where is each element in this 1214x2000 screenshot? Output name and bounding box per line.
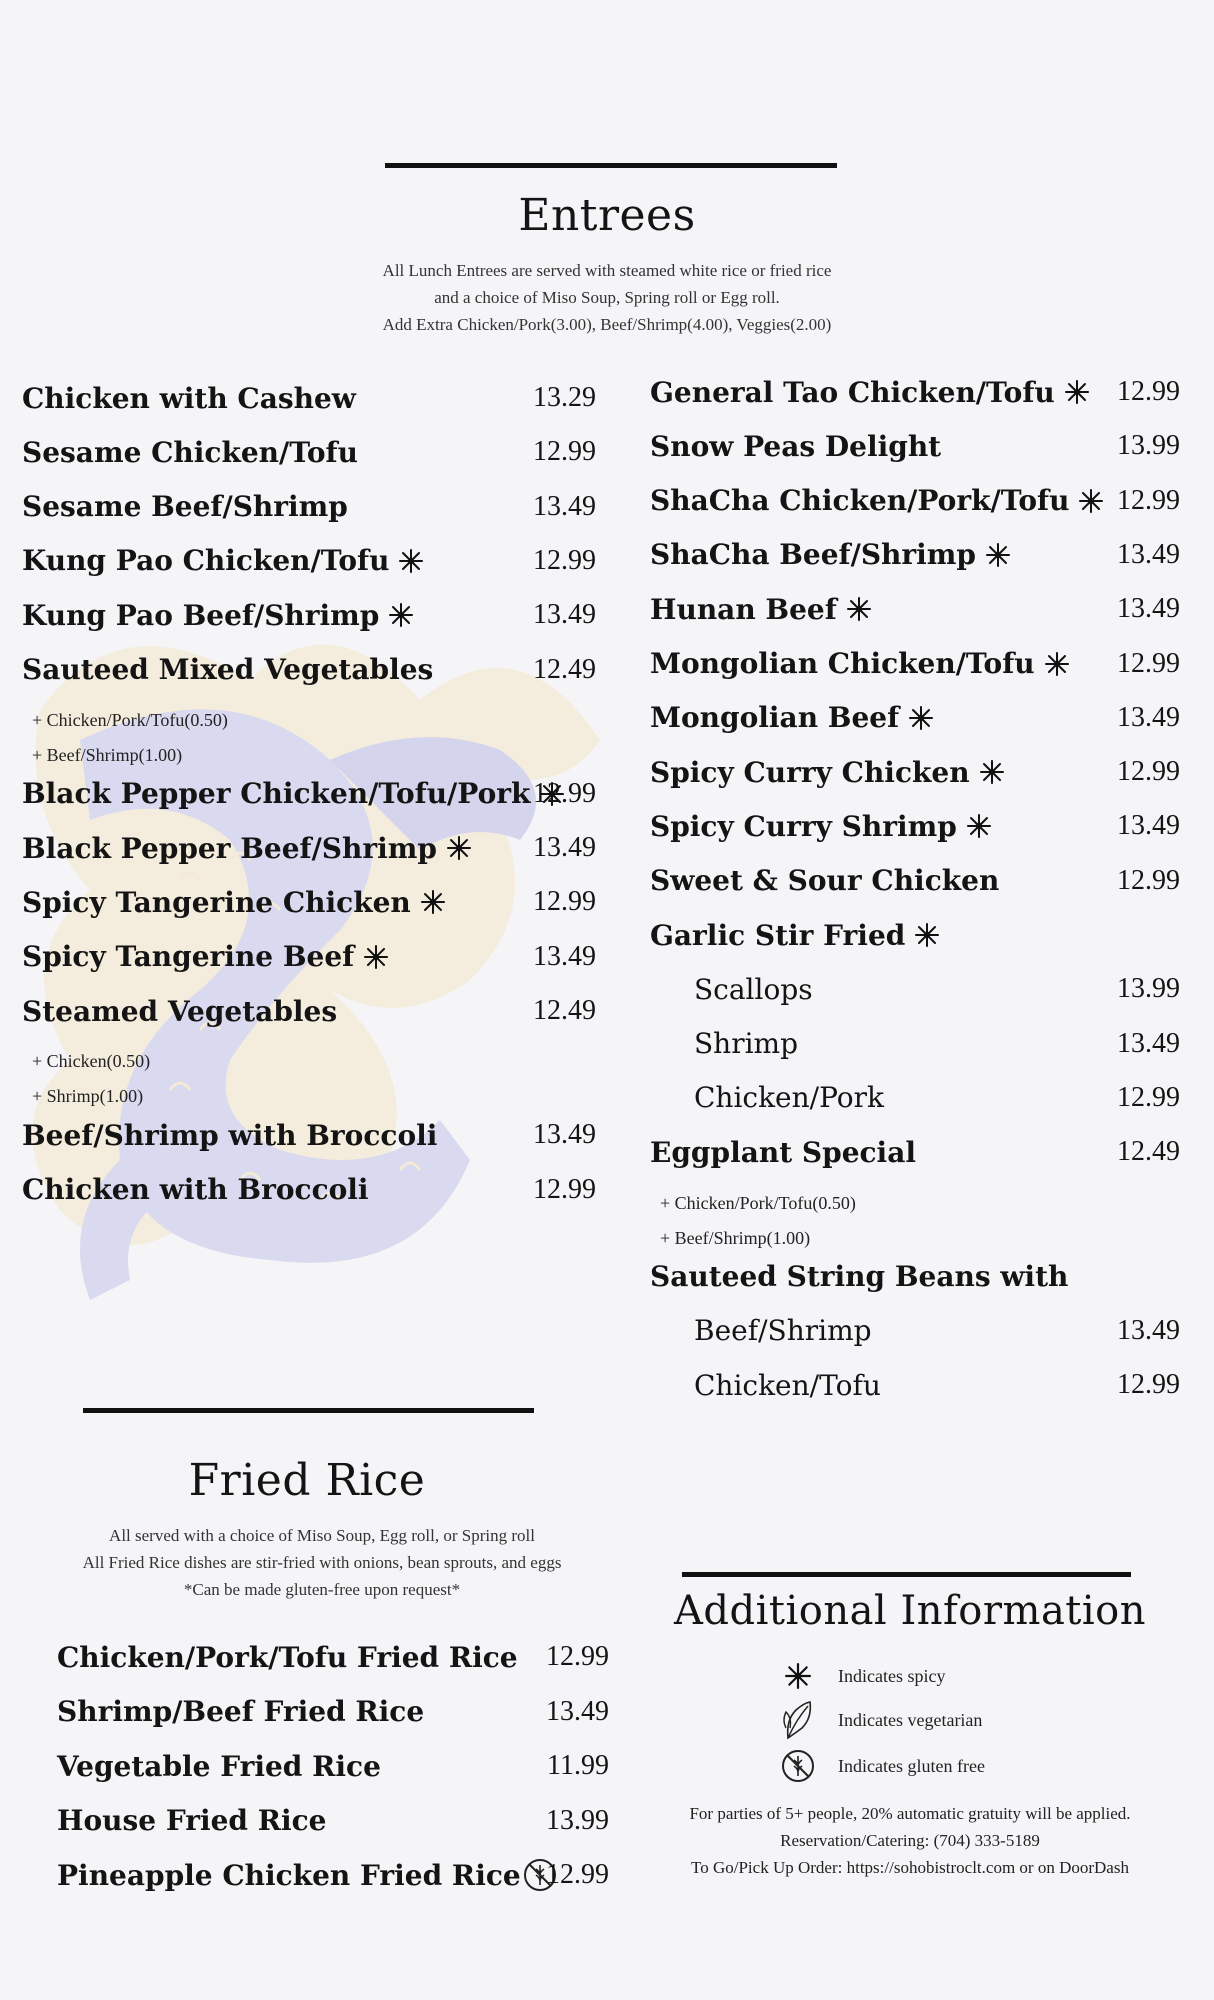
- item-price: 13.29: [533, 382, 596, 413]
- item-name-wrap: [650, 593, 871, 626]
- item-name: Sweet & Sour Chicken: [650, 864, 1000, 898]
- item-price: 13.49: [533, 832, 596, 864]
- item-name-wrap: [650, 756, 1004, 789]
- item-price: 13.49: [533, 1119, 596, 1151]
- item-name: Beef/Shrimp with Broccoli: [22, 1118, 438, 1152]
- spicy-icon: [389, 603, 413, 627]
- item-name-wrap: [650, 1027, 798, 1060]
- menu-item: [650, 861, 1180, 901]
- item-price: 12.99: [1117, 647, 1180, 679]
- menu-item: [22, 432, 596, 472]
- spicy-icon: [909, 706, 933, 730]
- addon-option: + Chicken/Pork/Tofu(0.50): [32, 709, 228, 730]
- item-name-wrap: [22, 599, 413, 632]
- item-name: Garlic Stir Fried: [650, 918, 906, 952]
- item-price: 13.99: [1117, 973, 1180, 1005]
- item-name: Hunan Beef: [650, 592, 837, 626]
- item-name: Chicken/Tofu: [694, 1368, 881, 1402]
- menu-item: [650, 915, 1180, 955]
- legend-spicy-text: Indicates spicy: [838, 1665, 946, 1686]
- additional-notes: [640, 1800, 1180, 1881]
- item-name-wrap: [22, 995, 337, 1028]
- menu-item: [650, 752, 1180, 792]
- item-price: 13.99: [1117, 430, 1180, 462]
- legend-vegetarian-text: Indicates vegetarian: [838, 1709, 983, 1730]
- item-price: 12.99: [546, 1641, 609, 1672]
- item-name: Black Pepper Beef/Shrimp: [22, 831, 437, 865]
- menu-subitem: [650, 969, 1180, 1009]
- item-price: 12.49: [533, 995, 596, 1026]
- menu-subitem: [650, 1311, 1180, 1351]
- menu-item: [650, 589, 1180, 629]
- entrees-top-rule: [385, 163, 837, 168]
- item-name-wrap: [650, 810, 991, 843]
- item-name: Spicy Curry Chicken: [650, 755, 970, 789]
- menu-item: [57, 1637, 609, 1677]
- item-name: Kung Pao Chicken/Tofu: [22, 544, 390, 578]
- item-price: 12.99: [546, 1859, 609, 1890]
- menu-subitem: [650, 1365, 1180, 1405]
- spicy-icon: [915, 923, 939, 947]
- spicy-icon: [980, 760, 1004, 784]
- order-note: To Go/Pick Up Order: https://sohobistroclt.com or on DoorDash: [691, 1858, 1129, 1877]
- item-name: Chicken/Pork/Tofu Fried Rice: [57, 1640, 518, 1674]
- item-name: Mongolian Beef: [650, 701, 900, 735]
- item-price: 12.99: [533, 886, 596, 918]
- spicy-icon: [421, 890, 445, 914]
- item-name: Snow Peas Delight: [650, 429, 942, 463]
- addon-option: + Chicken(0.50): [32, 1051, 151, 1072]
- item-price: 13.49: [533, 490, 596, 522]
- menu-item: [57, 1855, 609, 1895]
- menu-item: [650, 372, 1180, 412]
- fried-rice-subtitle: All served with a choice of Miso Soup, Egg roll, or Spring roll All Fried Rice dishes are stir-fried with onions, bean sprouts, and eggs *Can be made gluten-free upon request*: [82, 1526, 562, 1599]
- entrees-title: Entrees: [518, 190, 696, 241]
- menu-subitem: [650, 1078, 1180, 1118]
- item-name: Chicken with Broccoli: [22, 1173, 369, 1207]
- item-price: 12.99: [1117, 1369, 1180, 1401]
- item-price: 13.49: [533, 599, 596, 631]
- fried-rice-title: Fried Rice: [188, 1455, 426, 1506]
- menu-item: [22, 991, 596, 1031]
- menu-item: [22, 828, 596, 868]
- menu-item: [650, 644, 1180, 684]
- menu-item: [22, 650, 596, 690]
- item-name: Steamed Vegetables: [22, 994, 338, 1028]
- item-name: Chicken/Pork: [694, 1081, 885, 1115]
- menu-item: [22, 1115, 596, 1155]
- item-name: Scallops: [694, 972, 813, 1006]
- item-price: 13.49: [1117, 701, 1180, 733]
- menu-item: [650, 426, 1180, 466]
- menu-item: [650, 698, 1180, 738]
- item-name-wrap: [57, 1641, 518, 1674]
- item-name: Eggplant Special: [650, 1135, 916, 1169]
- item-name: Chicken with Cashew: [22, 381, 356, 415]
- item-name: House Fried Rice: [57, 1804, 327, 1837]
- addon-option: + Beef/Shrimp(1.00): [660, 1227, 811, 1248]
- item-name-wrap: [650, 1081, 884, 1114]
- item-price: 13.49: [1117, 593, 1180, 625]
- menu-item: [22, 882, 596, 922]
- item-name-wrap: [57, 1804, 327, 1837]
- item-name: Spicy Tangerine Chicken: [22, 885, 411, 919]
- item-name: Mongolian Chicken/Tofu: [650, 647, 1035, 680]
- menu-item: [650, 481, 1180, 521]
- spicy-icon: [399, 549, 423, 573]
- item-price: 12.99: [1117, 376, 1180, 407]
- item-name-wrap: [22, 777, 564, 810]
- item-name: Pineapple Chicken Fried Rice: [57, 1858, 521, 1892]
- item-price: 13.49: [1117, 1314, 1180, 1346]
- legend-vegetarian: [780, 1702, 982, 1738]
- menu-item: [22, 595, 596, 635]
- menu-item: [650, 806, 1180, 846]
- item-name: Sesame Chicken/Tofu: [22, 435, 358, 469]
- menu-item: [22, 937, 596, 977]
- gratuity-note: For parties of 5+ people, 20% automatic gratuity will be applied.: [689, 1804, 1131, 1823]
- item-name-wrap: [650, 1314, 872, 1347]
- item-price: 13.49: [1117, 538, 1180, 570]
- spicy-icon: [447, 836, 471, 860]
- item-name-wrap: [22, 382, 356, 415]
- item-name-wrap: [650, 376, 1089, 409]
- spicy-icon: [986, 543, 1010, 567]
- item-name: Beef/Shrimp: [694, 1314, 872, 1348]
- item-name-wrap: [22, 436, 358, 469]
- addon-option: + Beef/Shrimp(1.00): [32, 744, 183, 765]
- spicy-icon: [1065, 380, 1089, 404]
- item-price: 11.99: [547, 1750, 609, 1781]
- item-name-wrap: [650, 1260, 1068, 1293]
- menu-item: [22, 487, 596, 527]
- item-price: 12.99: [533, 777, 596, 809]
- item-price: 13.49: [1117, 1027, 1180, 1059]
- item-name-wrap: [57, 1750, 381, 1783]
- menu-item: [22, 1170, 596, 1210]
- menu-item: [650, 1257, 1180, 1297]
- menu-item: [57, 1746, 609, 1786]
- item-name: Kung Pao Beef/Shrimp: [22, 598, 380, 632]
- item-price: 12.99: [533, 544, 596, 576]
- item-price: 12.49: [533, 653, 596, 685]
- spicy-icon: [967, 814, 991, 838]
- item-price: 12.99: [1117, 484, 1180, 516]
- item-price: 12.99: [533, 436, 596, 468]
- menu-item: [22, 774, 596, 814]
- item-name-wrap: [22, 940, 388, 973]
- item-price: 13.49: [533, 940, 596, 972]
- item-name-wrap: [650, 484, 1103, 517]
- item-price: 13.49: [1117, 810, 1180, 842]
- item-name-wrap: [650, 538, 1010, 571]
- legend-gluten-free: [780, 1748, 985, 1784]
- item-name-wrap: [22, 1173, 369, 1206]
- item-name-wrap: [22, 1119, 437, 1152]
- item-name-wrap: [22, 490, 348, 523]
- spicy-icon: [847, 597, 871, 621]
- item-price: 12.99: [533, 1173, 596, 1205]
- item-name: Sauteed String Beans with: [650, 1260, 1069, 1293]
- item-name-wrap: [650, 1369, 881, 1402]
- addon-option: + Chicken/Pork/Tofu(0.50): [660, 1192, 856, 1213]
- item-name: Shrimp/Beef Fried Rice: [57, 1695, 425, 1728]
- reservation-note: Reservation/Catering: (704) 333-5189: [780, 1831, 1040, 1850]
- spicy-icon: [780, 1658, 816, 1694]
- gluten-free-icon: [780, 1748, 816, 1784]
- additional-top-rule: [682, 1572, 1131, 1577]
- item-price: 13.99: [546, 1804, 609, 1836]
- item-name-wrap: [22, 653, 433, 686]
- menu-item: [57, 1801, 609, 1841]
- item-name-wrap: [650, 1136, 916, 1169]
- item-price: 12.49: [1117, 1136, 1180, 1168]
- legend-spicy: [780, 1658, 945, 1694]
- fried-rice-top-rule: [83, 1408, 534, 1413]
- item-name-wrap: [57, 1695, 424, 1728]
- additional-title: Additional Information: [673, 1588, 1146, 1634]
- legend-gluten-free-text: Indicates gluten free: [838, 1755, 985, 1776]
- item-name: Spicy Curry Shrimp: [650, 809, 957, 843]
- item-name-wrap: [650, 430, 941, 463]
- menu-item: [650, 535, 1180, 575]
- item-name-wrap: [650, 701, 933, 734]
- spicy-icon: [1079, 489, 1103, 513]
- item-name: Vegetable Fried Rice: [57, 1749, 381, 1783]
- item-price: 12.99: [1117, 864, 1180, 896]
- item-name-wrap: [57, 1858, 557, 1892]
- item-name: Sauteed Mixed Vegetables: [22, 653, 434, 686]
- item-name-wrap: [650, 864, 999, 897]
- menu-subitem: [650, 1024, 1180, 1064]
- item-name: Spicy Tangerine Beef: [22, 940, 355, 974]
- item-name: General Tao Chicken/Tofu: [650, 375, 1055, 409]
- item-price: 13.49: [546, 1695, 609, 1727]
- item-name-wrap: [22, 544, 423, 577]
- leaf-icon: [780, 1702, 816, 1738]
- item-name: ShaCha Beef/Shrimp: [650, 538, 976, 572]
- item-name: Black Pepper Chicken/Tofu/Pork: [22, 777, 531, 811]
- item-price: 12.99: [1117, 756, 1180, 788]
- item-name-wrap: [650, 973, 813, 1006]
- spicy-icon: [364, 945, 388, 969]
- item-name-wrap: [22, 886, 445, 919]
- menu-item: [650, 1132, 1180, 1172]
- item-name-wrap: [650, 919, 939, 952]
- item-name-wrap: [650, 647, 1069, 680]
- item-name: Sesame Beef/Shrimp: [22, 490, 348, 524]
- entrees-subtitle: All Lunch Entrees are served with steamed white rice or fried rice and a choice of Miso Soup, Spring roll or Egg roll. Add Extra Chicken/Pork(3.00), Beef/Shrimp(4.00), Veggies(2.00): [382, 261, 832, 334]
- addon-option: + Shrimp(1.00): [32, 1086, 144, 1107]
- menu-item: [57, 1692, 609, 1732]
- item-name-wrap: [22, 832, 471, 865]
- item-price: 12.99: [1117, 1081, 1180, 1113]
- item-name: ShaCha Chicken/Pork/Tofu: [650, 484, 1070, 518]
- menu-item: [22, 378, 596, 418]
- item-name: Shrimp: [694, 1027, 799, 1061]
- spicy-icon: [1045, 652, 1069, 676]
- menu-item: [22, 541, 596, 581]
